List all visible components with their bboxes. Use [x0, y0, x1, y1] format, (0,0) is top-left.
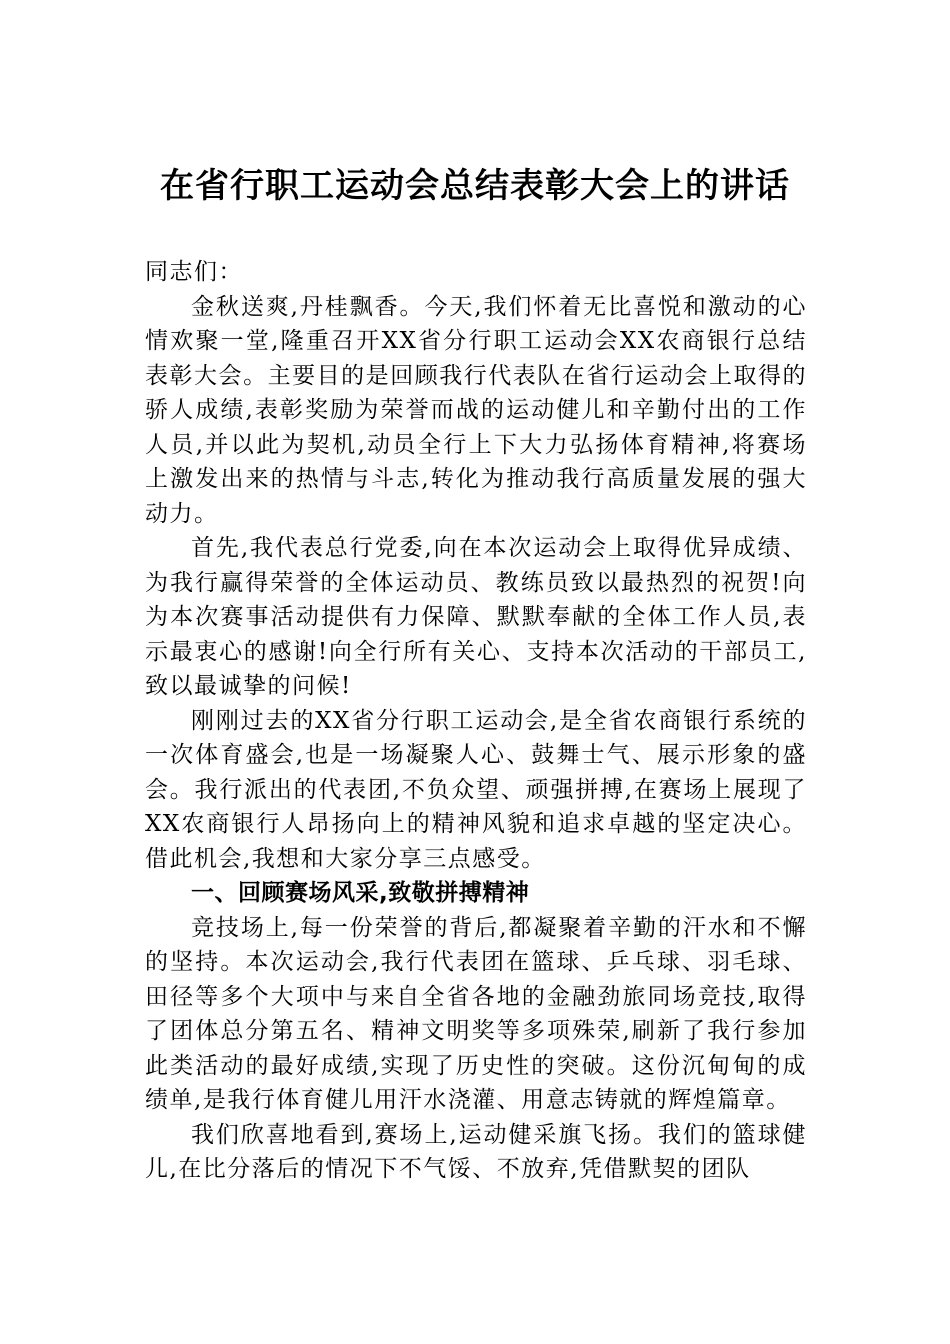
document-body [145, 255, 807, 1187]
section-heading: 一、回顾赛场风采,致敬拼搏精神 [191, 880, 530, 906]
paragraph-opening: 金秋送爽,丹桂飘香。今天,我们怀着无比喜悦和激动的心情欢聚一堂,隆重召开XX省分行职工运动会XX农商银行总结表彰大会。主要目的是回顾我行代表队在省行运动会上取得的骄人成绩,表彰奖励为荣誉而战的运动健儿和辛勤付出的工作人员,并以此为契机,动员全行上下大力弘扬体育精神,将赛场上激发出来的热情与斗志,转化为推动我行高质量发展的强大动力。 [145, 293, 807, 527]
paragraph-gratitude: 首先,我代表总行党委,向在本次运动会上取得优异成绩、为我行赢得荣誉的全体运动员、教练员致以最热烈的祝贺!向为本次赛事活动提供有力保障、默默奉献的全体工作人员,表示最衷心的感谢!向全行所有关心、支持本次活动的干部员工,致以最诚挚的问候! [145, 535, 807, 699]
paragraph-highlights: 我们欣喜地看到,赛场上,运动健采旗飞扬。我们的篮球健儿,在比分落后的情况下不气馁、不放弃,凭借默契的团队 [145, 1121, 807, 1182]
paragraph-overview: 刚刚过去的XX省分行职工运动会,是全省农商银行系统的一次体育盛会,也是一场凝聚人心、鼓舞士气、展示形象的盛会。我行派出的代表团,不负众望、顽强拼搏,在赛场上展现了XX农商银行人昂扬向上的精神风貌和追求卓越的坚定决心。借此机会,我想和大家分享三点感受。 [145, 707, 807, 872]
document-title: 在省行职工运动会总结表彰大会上的讲话 [160, 166, 790, 206]
salutation: 同志们： [145, 259, 243, 285]
paragraph-achievements: 竞技场上,每一份荣誉的背后,都凝聚着辛勤的汗水和不懈的坚持。本次运动会,我行代表团在篮球、乒乓球、羽毛球、田径等多个大项中与来自全省各地的金融劲旅同场竞技,取得了团体总分第五名、精神文明奖等多项殊荣,刷新了我行参加此类活动的最好成绩,实现了历史性的突破。这份沉甸甸的成绩单,是我行体育健儿用汗水浇灌、用意志铸就的辉煌篇章。 [145, 914, 807, 1113]
